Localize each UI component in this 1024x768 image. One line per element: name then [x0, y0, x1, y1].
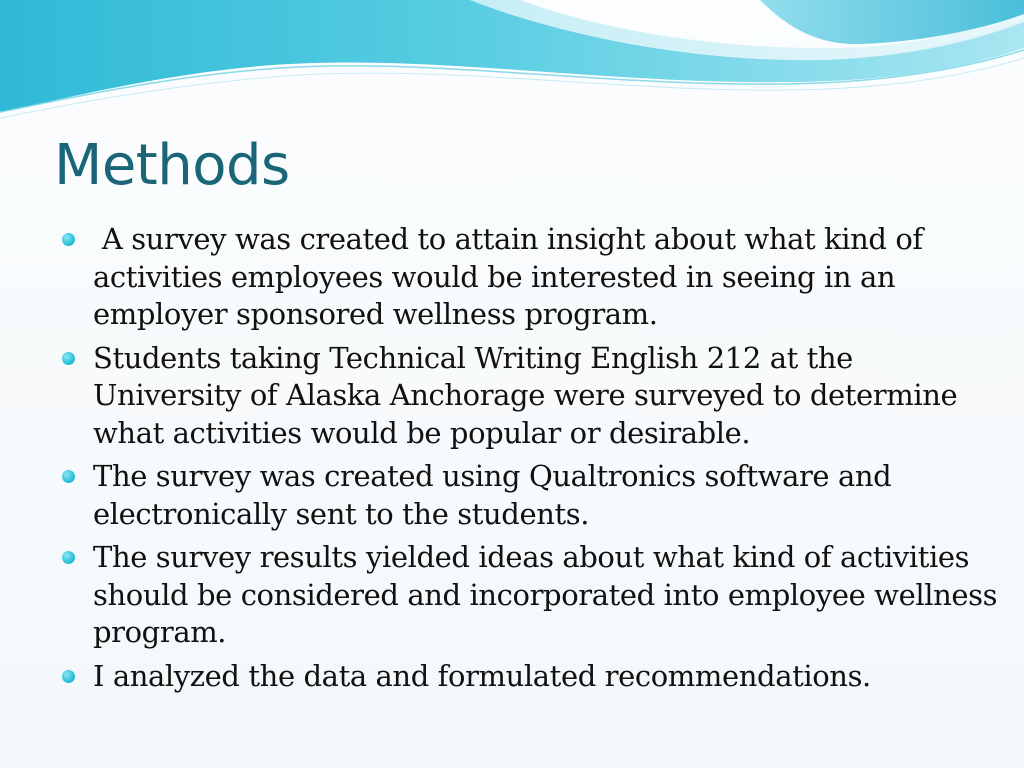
bullet-text: I analyzed the data and formulated recommendations.: [93, 658, 871, 693]
bullet-item: [62, 221, 1002, 334]
bullet-dot-icon: [62, 470, 75, 483]
bullet-item: [62, 340, 1002, 453]
bullet-text: The survey was created using Qualtronics software and electronically sent to the students.: [93, 459, 892, 531]
bullet-text: Students taking Technical Writing English 212 at the University of Alaska Anchorage were surveyed to determine what activities would be popular or desirable.: [93, 340, 958, 450]
bullet-item: [62, 458, 1002, 533]
bullet-text: A survey was created to attain insight about what kind of activities employees would be interested in seeing in an employer sponsored wellness program.: [93, 222, 932, 331]
bullet-dot-icon: [62, 233, 75, 246]
bullet-dot-icon: [62, 551, 75, 564]
bullet-list: [62, 221, 1002, 701]
bullet-dot-icon: [62, 352, 75, 365]
bullet-item: [62, 658, 1002, 696]
bullet-text: The survey results yielded ideas about what kind of activities should be considered and incorporated into employee wellness program.: [93, 540, 998, 649]
wave-header-decoration: [0, 0, 1024, 130]
bullet-dot-icon: [62, 670, 75, 683]
bullet-item: [62, 539, 1002, 652]
slide-title: Methods: [54, 133, 290, 198]
